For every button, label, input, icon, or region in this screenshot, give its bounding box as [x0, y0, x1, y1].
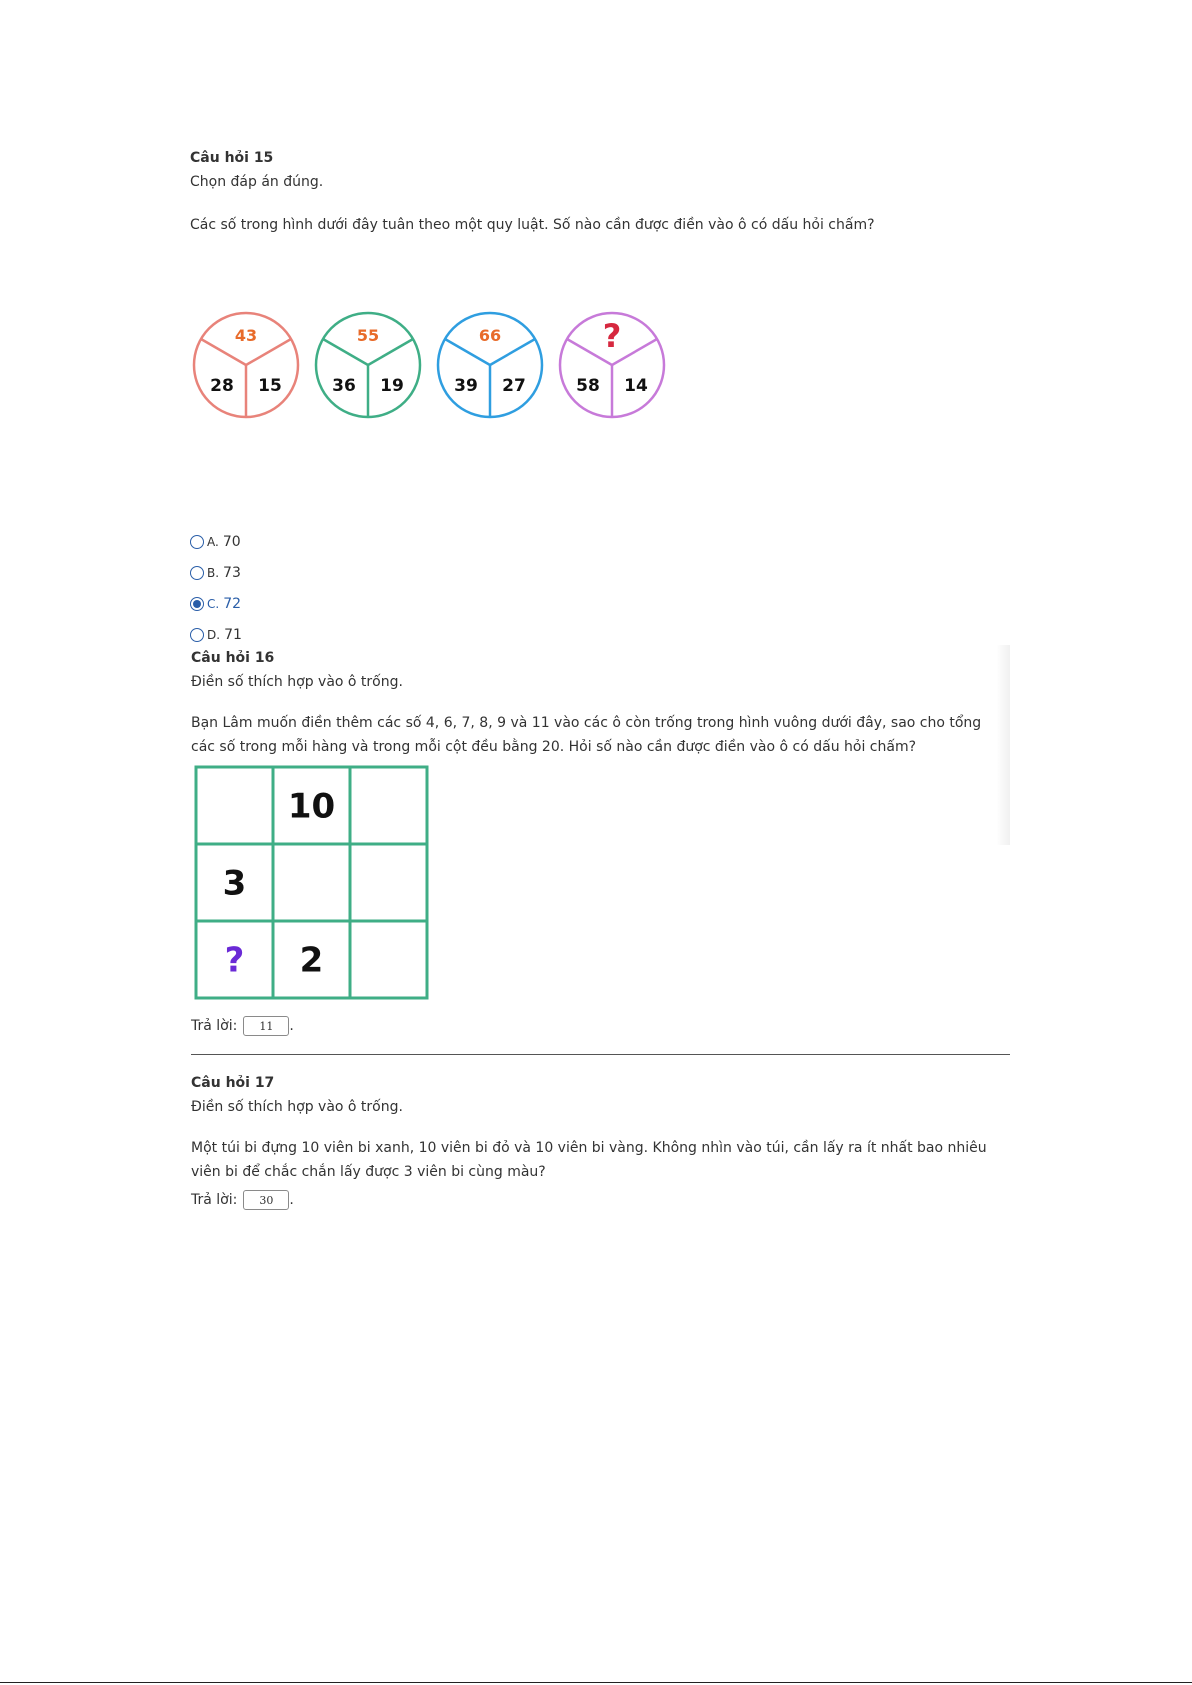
grid-cell [350, 921, 427, 998]
grid-number: 10 [287, 786, 336, 827]
option-letter: C. [207, 597, 220, 611]
circle-top-number: 43 [234, 326, 258, 345]
question-15-text: Các số trong hình dưới đây tuân theo một quy luật. Số nào cần được điền vào ô có dấu hỏi chấm? [190, 217, 875, 233]
grid-cell [196, 767, 273, 844]
answer-suffix: . [289, 1018, 294, 1034]
answer-input[interactable]: 11 [243, 1016, 289, 1036]
radio-button-selected[interactable] [190, 597, 204, 611]
question-15-instruction: Chọn đáp án đúng. [190, 174, 324, 190]
answer-input[interactable]: 30 [243, 1190, 289, 1210]
grid-question-mark: ? [224, 940, 245, 981]
divider [191, 1054, 1010, 1055]
answer-suffix: . [289, 1192, 294, 1208]
question-16-answer [191, 1016, 294, 1036]
page-bottom-line [0, 1682, 1192, 1683]
grid-number: 2 [299, 940, 324, 981]
question-16-title: Câu hỏi 16 [191, 650, 275, 666]
number-circle [438, 313, 542, 417]
grid-number: 3 [222, 863, 247, 904]
grid-cell [273, 844, 350, 921]
number-grid [193, 764, 431, 1002]
number-circle [560, 313, 664, 417]
grid-cell [350, 844, 427, 921]
panel-edge-shadow [996, 645, 1010, 845]
circle-left-number: 39 [454, 376, 478, 396]
circle-right-number: 27 [502, 376, 526, 396]
option-value: 72 [223, 596, 242, 612]
grid-cell [350, 767, 427, 844]
circle-left-number: 28 [210, 376, 234, 396]
circle-right-number: 19 [380, 376, 404, 396]
circle-left-number: 58 [576, 376, 600, 396]
question-17-answer [191, 1190, 294, 1210]
answer-label: Trả lời: [191, 1192, 238, 1208]
radio-button[interactable] [190, 566, 204, 580]
question-16-text-line2: các số trong mỗi hàng và trong mỗi cột đều bằng 20. Hỏi số nào cần được điền vào ô có dấu hỏi chấm? [191, 739, 917, 755]
question-17-text-line2: viên bi để chắc chắn lấy được 3 viên bi cùng màu? [191, 1164, 546, 1180]
answer-label: Trả lời: [191, 1018, 238, 1034]
question-17-text-line1: Một túi bi đựng 10 viên bi xanh, 10 viên bi đỏ và 10 viên bi vàng. Không nhìn vào túi, cần lấy ra ít nhất bao nhiêu [191, 1140, 987, 1156]
option-c[interactable] [190, 594, 241, 614]
number-circle [194, 313, 298, 417]
radio-button[interactable] [190, 535, 204, 549]
question-16-instruction: Điền số thích hợp vào ô trống. [191, 674, 403, 690]
question-16-text-line1: Bạn Lâm muốn điền thêm các số 4, 6, 7, 8, 9 và 11 vào các ô còn trống trong hình vuông dưới đây, sao cho tổng [191, 715, 982, 731]
option-a[interactable] [190, 532, 241, 552]
option-letter: A. [207, 535, 219, 549]
circle-right-number: 15 [258, 376, 282, 396]
option-value: 70 [222, 534, 241, 550]
question-15-title: Câu hỏi 15 [190, 150, 274, 166]
option-b[interactable] [190, 563, 241, 583]
circle-left-number: 36 [332, 376, 356, 396]
circles-figure [190, 305, 680, 425]
option-letter: D. [207, 628, 221, 642]
option-value: 71 [224, 627, 242, 643]
circle-top-number: ? [602, 317, 622, 355]
question-17-title: Câu hỏi 17 [191, 1075, 275, 1091]
circle-top-number: 55 [356, 326, 380, 345]
number-circle [316, 313, 420, 417]
question-17-instruction: Điền số thích hợp vào ô trống. [191, 1099, 403, 1115]
radio-button[interactable] [190, 628, 204, 642]
option-letter: B. [207, 566, 220, 580]
circle-right-number: 14 [624, 376, 648, 396]
option-value: 73 [223, 565, 241, 581]
circle-top-number: 66 [478, 326, 502, 345]
option-d[interactable] [190, 625, 242, 645]
